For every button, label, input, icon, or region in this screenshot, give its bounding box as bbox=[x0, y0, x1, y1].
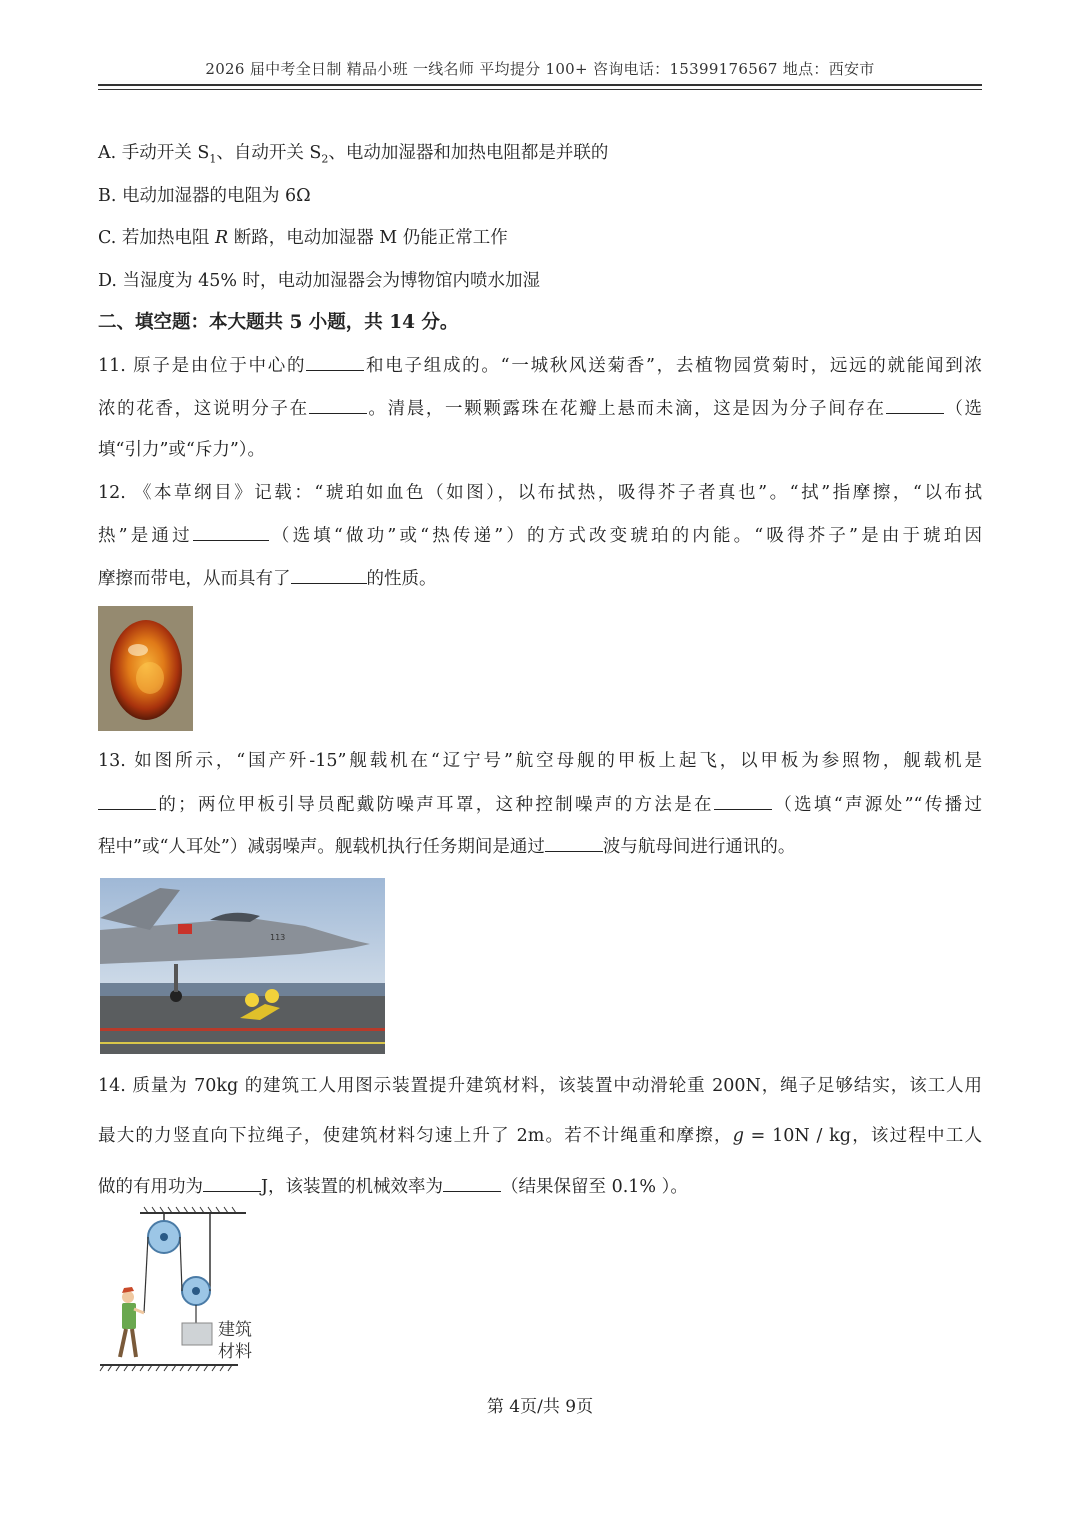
q13-blank-3[interactable] bbox=[545, 833, 603, 852]
q11-line-1: 11. 原子是由位于中心的 和电子组成的。“一城秋风送菊香”，去植物园赏菊时，远远的就能闻到浓 bbox=[98, 352, 982, 379]
q11-blank-2[interactable] bbox=[309, 395, 367, 414]
q13-line-3: 程中”或“人耳处”）减弱噪声。舰载机执行任务期间是通过 波与航母间进行通讯的。 bbox=[98, 833, 982, 860]
q11-line-3: 填“引力”或“斥力”）。 bbox=[98, 440, 266, 460]
section-title: 二、填空题：本大题共 5 小题，共 14 分。 bbox=[98, 312, 459, 333]
carrier-jet-photo bbox=[100, 878, 385, 1054]
q14-blank-2[interactable] bbox=[443, 1173, 501, 1192]
plane-number: 113 bbox=[270, 933, 286, 942]
option-d: D. 当湿度为 45% 时，电动加湿器会为博物馆内喷水加湿 bbox=[98, 271, 541, 291]
option-a: A. 手动开关 $S_1$、自动开关 $S_2$、电动加湿器和加热电阻都是并联的 bbox=[98, 143, 609, 166]
q12-line-2: 热”是通过 （选填“做功”或“热传递”）的方式改变琥珀的内能。“吸得芥子”是由于琥珀因 bbox=[98, 522, 982, 549]
q12-line-3: 摩擦而带电，从而具有了 的性质。 bbox=[98, 565, 982, 592]
header-rule-thick bbox=[98, 84, 982, 86]
q13-blank-1[interactable] bbox=[98, 791, 156, 810]
q11-blank-1[interactable] bbox=[306, 352, 364, 371]
page-header: 2026 届中考全日制 精品小班 一线名师 平均提分 100+ 咨询电话：15399176567 地点：西安市 bbox=[205, 60, 875, 78]
q14-blank-1[interactable] bbox=[203, 1173, 261, 1192]
material-label-1: 建筑 bbox=[218, 1320, 252, 1340]
q11-blank-3[interactable] bbox=[886, 395, 944, 414]
q11-line-2: 浓的花香，这说明分子在 。清晨，一颗颗露珠在花瓣上悬而未滴，这是因为分子间存在 （选 bbox=[98, 395, 982, 422]
option-b: B. 电动加湿器的电阻为 6Ω bbox=[98, 186, 311, 206]
q12-line-1: 12. 《本草纲目》记载：“琥珀如血色（如图），以布拭热，吸得芥子者真也”。“拭”指摩擦，“以布拭 bbox=[98, 483, 982, 503]
page-footer: 第 4页/共 9页 bbox=[486, 1397, 594, 1417]
amber-photo bbox=[98, 606, 193, 731]
q12-blank-2[interactable] bbox=[291, 565, 367, 584]
pulley-diagram bbox=[98, 1205, 268, 1375]
q13-line-1: 13. 如图所示，“国产歼-15”舰载机在“辽宁号”航空母舰的甲板上起飞，以甲板为参照物，舰载机是 bbox=[98, 751, 982, 771]
material-label-2: 材料 bbox=[218, 1342, 252, 1362]
q13-line-2: 的；两位甲板引导员配戴防噪声耳罩，这种控制噪声的方法是在 （选填“声源处”“传播过 bbox=[98, 791, 982, 818]
q14-line-3: 做的有用功为 J，该装置的机械效率为 （结果保留至 0.1% ）。 bbox=[98, 1173, 982, 1200]
header-rule-thin bbox=[98, 89, 982, 90]
q13-blank-2[interactable] bbox=[714, 791, 772, 810]
q14-line-1: 14. 质量为 70kg 的建筑工人用图示装置提升建筑材料，该装置中动滑轮重 200N，绳子足够结实，该工人用 bbox=[98, 1076, 982, 1096]
q14-line-2: 最大的力竖直向下拉绳子，使建筑材料匀速上升了 2m。若不计绳重和摩擦，g = 10N / kg，该过程中工人 bbox=[98, 1126, 982, 1146]
option-c: C. 若加热电阻 R 断路，电动加湿器 M 仍能正常工作 bbox=[98, 228, 508, 248]
q12-blank-1[interactable] bbox=[193, 522, 269, 541]
